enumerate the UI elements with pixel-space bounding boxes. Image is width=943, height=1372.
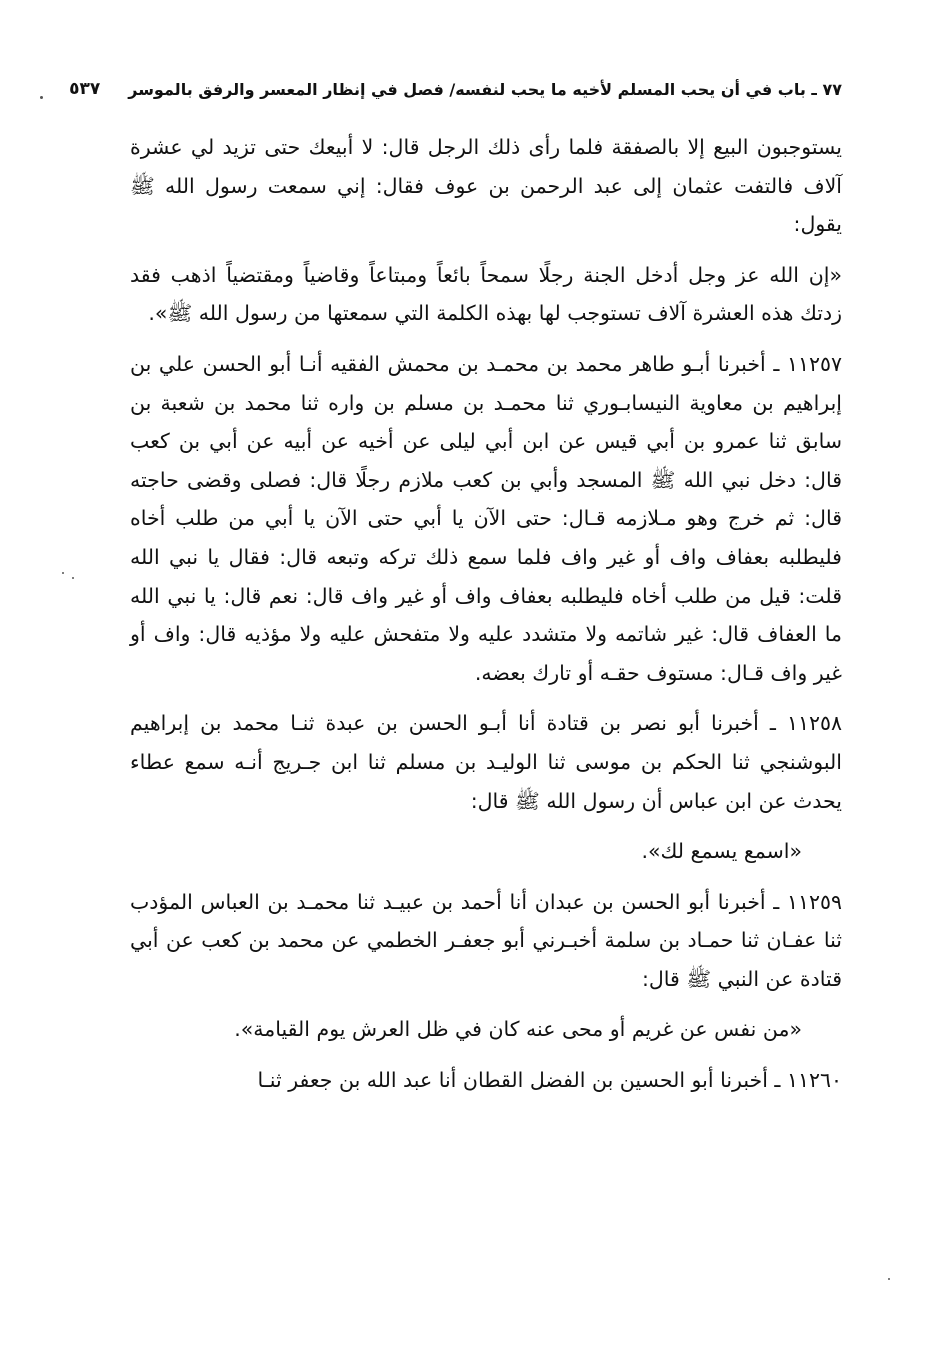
scan-speck	[62, 572, 64, 574]
hadith-11260: ١١٢٦٠ ـ أخبرنا أبو الحسين بن الفضل القطان أنا عبد الله بن جعفر ثنـا	[257, 1068, 842, 1093]
paragraph-continuation: يستوجبون البيع إلا بالصفقة فلما رأى ذلك الرجل قال: لا أبيعك حتى تزيد لي عشرة آلاف فالتفت عثمان إلى عبد الرحمن بن عوف فقال: إني سمعت رسول الله ﷺ يقول:	[130, 135, 842, 237]
hadith-quote-ghareem: «من نفس عن غريم أو محى عنه كان في ظل العرش يوم القيامة».	[234, 1017, 802, 1042]
scan-speck	[40, 96, 43, 99]
header-title: ٧٧ ـ باب في أن يحب المسلم لأخيه ما يحب لنفسه/ فصل في إنظار المعسر والرفق بالموسر	[128, 79, 842, 99]
hadith-11259: ١١٢٥٩ ـ أخبرنا أبو الحسن بن عبدان أنا أحمد بن عبيـد ثنا محمـد بن العباس المؤدب ثنا عفـان ثنا حمـاد بن سلمة أخبـرني أبو جعفـر الخطمي عن محمد بن كعب عن أبي قتادة عن النبي ﷺ قال:	[130, 889, 842, 991]
page-body	[130, 128, 842, 1112]
page-number: ٥٣٧	[69, 79, 101, 99]
running-header	[69, 72, 842, 106]
scan-speck	[72, 577, 74, 579]
hadith-quote-short: «اسمع يسمع لك».	[641, 839, 802, 864]
scan-speck	[888, 1278, 890, 1280]
hadith-11258: ١١٢٥٨ ـ أخبرنا أبو نصر بن قتادة أنا أبـو الحسن بن عبدة ثنـا محمد بن إبراهيم البوشنجي ثنا الحكم بن موسى ثنا الوليـد بن مسلم ثنا ابن جـريج أنـه سمع عطاء يحدث عن ابن عباس أن رسول الله ﷺ قال:	[130, 711, 842, 813]
hadith-quote: «إن الله عز وجل أدخل الجنة رجلًا سمحاً بائعاً ومبتاعاً وقاضياً ومقتضياً اذهب فقد زدتك هذه العشرة آلاف تستوجب لها بهذه الكلمة التي سمعتها من رسول الله ﷺ».	[130, 262, 842, 326]
hadith-11257: ١١٢٥٧ ـ أخبرنا أبـو طاهر محمد بن محمـد بن محمش الفقيه أنـا أبو الحسن علي بن إبراهيم بن معاوية النيسابـوري ثنا محمـد بن مسلم بن واره ثنا محمد بن شعبة بن سابق ثنا عمرو بن أبي قيس عن ابن أبي ليلى عن أخيه عن أبيه عن أبي بن كعب قال: دخل نبي الله ﷺ المسجد وأبي بن كعب ملازم رجلًا قال: فصلى وقضى حاجته قال: ثم خرج وهو مـلازمه قـال: حتى الآن يا أبي حتى الآن يا أبي من طلب أخاه فليطلبه بعفاف واف أو غير واف فلما سمع ذلك تركه وتبعه قال: فقال يا نبي الله قلت: قيل من طلب أخاه فليطلبه بعفاف واف أو غير واف قال: نعم قال: يا نبي الله ما العفاف قال: غير شاتمه ولا متشدد عليه ولا متفحش عليه ولا مؤذيه قال: واف أو غير واف قـال: مستوف حقـه أو تارك بعضه.	[130, 351, 842, 685]
